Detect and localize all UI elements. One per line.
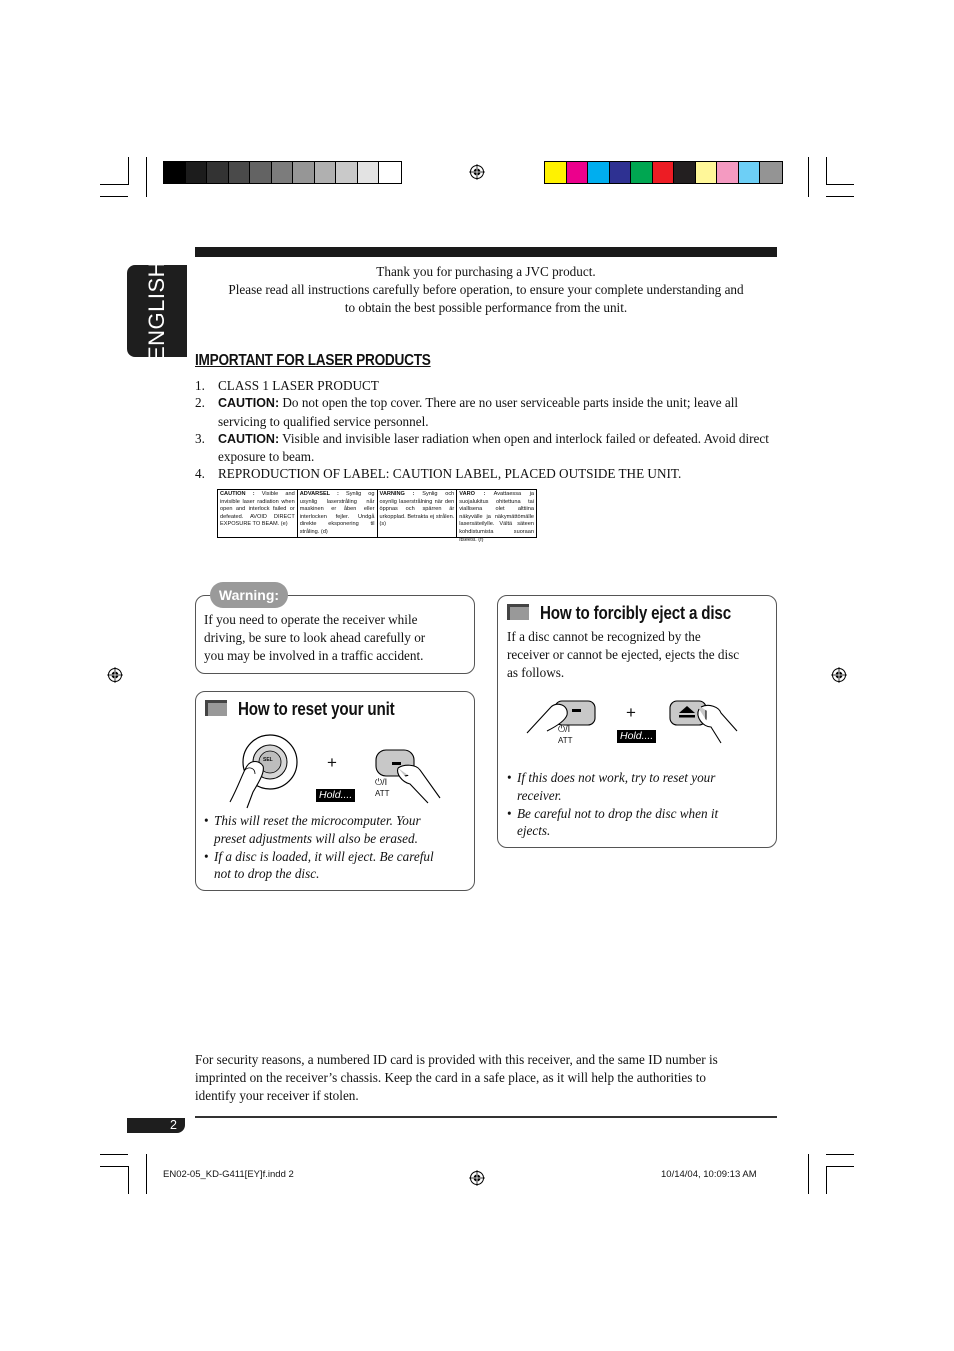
gray-swatch xyxy=(229,162,251,183)
sel-label: SEL xyxy=(263,757,273,763)
grayscale-color-bar xyxy=(163,161,402,184)
gray-swatch xyxy=(250,162,272,183)
list-item xyxy=(195,430,777,466)
item-number: 3. xyxy=(195,430,205,446)
gray-swatch xyxy=(186,162,208,183)
caution-label: CAUTION: xyxy=(218,396,280,411)
gray-swatch xyxy=(272,162,294,183)
registration-mark-icon xyxy=(831,667,847,683)
footer-timestamp: 10/14/04, 10:09:13 AM xyxy=(661,1169,757,1180)
sel-button-hand-icon xyxy=(225,730,320,808)
item-number: 2. xyxy=(195,395,205,411)
hold-badge: Hold.... xyxy=(316,789,355,802)
power-label: ⏻/I xyxy=(375,777,388,787)
registration-mark-icon xyxy=(469,164,485,180)
gray-swatch xyxy=(358,162,380,183)
color-swatch xyxy=(653,162,675,183)
color-swatch xyxy=(631,162,653,183)
section-folder-icon xyxy=(205,700,227,716)
color-swatch xyxy=(588,162,610,183)
registration-mark-icon xyxy=(469,1170,485,1186)
color-swatch xyxy=(567,162,589,183)
gray-swatch xyxy=(207,162,229,183)
color-swatch xyxy=(760,162,782,183)
caution-label: CAUTION: xyxy=(218,431,280,446)
item-text: REPRODUCTION OF LABEL: CAUTION LABEL, PLACED OUTSIDE THE UNIT. xyxy=(218,466,682,482)
process-color-bar xyxy=(544,161,783,184)
item-text: CLASS 1 LASER PRODUCT xyxy=(218,378,379,393)
list-item xyxy=(195,377,777,394)
plus-sign: + xyxy=(626,703,636,722)
security-paragraph: For security reasons, a numbered ID card is provided with this receiver, and the same ID number is imprinted on the receiver’s chassis. Keep the card in a safe place, as it will help the authorities to identify your receiver if stolen. xyxy=(195,1052,718,1103)
caution-label-reproduction xyxy=(217,489,537,543)
hold-badge: Hold.... xyxy=(617,730,656,743)
label-cell-da: ADVARSEL : Synlig og usynlig laserstråling når maskinen er åben eller interlocken fejler. Undgå direkte eksponering til stråling. (d) xyxy=(298,490,378,537)
color-swatch xyxy=(696,162,718,183)
section-folder-icon xyxy=(507,604,529,620)
intro-line: Please read all instructions carefully before operation, to ensure your complete understanding and xyxy=(228,282,744,297)
label-cell-sv: VARNING : Synlig och osynlig laserstrålning när den öppnas och spärren är urkopplad. Betrakta ej strålen. (s) xyxy=(378,490,458,537)
eject-title: How to forcibly eject a disc xyxy=(540,602,731,623)
header-rule xyxy=(195,247,777,257)
color-swatch xyxy=(674,162,696,183)
gray-swatch xyxy=(164,162,186,183)
warning-badge: Warning: xyxy=(210,582,288,608)
plus-sign: + xyxy=(327,753,337,772)
intro-text xyxy=(195,263,777,317)
reset-notes: • This will reset the microcomputer. Your preset adjustments will also be erased. • If a disc is loaded, it will eject. Be careful not to drop the disc. xyxy=(204,812,434,883)
intro-line: to obtain the best possible performance from the unit. xyxy=(344,300,628,315)
color-swatch xyxy=(739,162,761,183)
warning-text: If you need to operate the receiver while driving, be sure to look ahead carefully or you may be involved in a traffic accident. xyxy=(204,612,426,663)
gray-swatch xyxy=(293,162,315,183)
page-number: 2 xyxy=(127,1118,185,1133)
att-label: ATT xyxy=(558,736,573,745)
label-cell-en: CAUTION : Visible and invisible laser radiation when open and interlock failed or defeated. AVOID DIRECT EXPOSURE TO BEAM. (e) xyxy=(218,490,298,537)
color-swatch xyxy=(717,162,739,183)
list-item xyxy=(195,394,777,430)
color-swatch xyxy=(545,162,567,183)
gray-swatch xyxy=(315,162,337,183)
registration-mark-icon xyxy=(107,667,123,683)
gray-swatch xyxy=(379,162,401,183)
item-number: 4. xyxy=(195,466,205,482)
reset-title: How to reset your unit xyxy=(238,698,395,719)
laser-section-title: IMPORTANT FOR LASER PRODUCTS xyxy=(195,352,431,369)
item-text: Do not open the top cover. There are no user serviceable parts inside the unit; leave all servicing to qualified service personnel. xyxy=(218,395,739,429)
item-text: Visible and invisible laser radiation when open and interlock failed or defeated. Avoid direct exposure to beam. xyxy=(218,430,769,465)
power-label: ⏻/I xyxy=(558,724,571,734)
eject-text: If a disc cannot be recognized by the receiver or cannot be ejected, ejects the disc as follows. xyxy=(507,629,740,680)
gray-swatch xyxy=(336,162,358,183)
att-label: ATT xyxy=(375,789,390,798)
footer-rule xyxy=(195,1116,777,1118)
laser-list xyxy=(195,377,777,483)
eject-notes: • If this does not work, try to reset your receiver. • Be careful not to drop the disc when it ejects. xyxy=(507,769,718,840)
color-swatch xyxy=(610,162,632,183)
eject-button-hand-icon xyxy=(665,697,740,745)
language-tab xyxy=(127,260,187,362)
label-cell-fi: VARO : Avattaessa ja suojalukitus ohitettuna tai viallisena olet alttiina näkyvälle ja näkymättömälle lasersäteilylle. Vältä säteen kohdistumista suoraan itseesi. (f) xyxy=(459,491,534,543)
language-label: ENGLISH xyxy=(144,260,169,362)
intro-line: Thank you for purchasing a JVC product. xyxy=(376,264,596,279)
list-item xyxy=(195,465,777,482)
item-number: 1. xyxy=(195,378,205,393)
footer-filename: EN02-05_KD-G411[EY]f.indd 2 xyxy=(163,1169,294,1180)
